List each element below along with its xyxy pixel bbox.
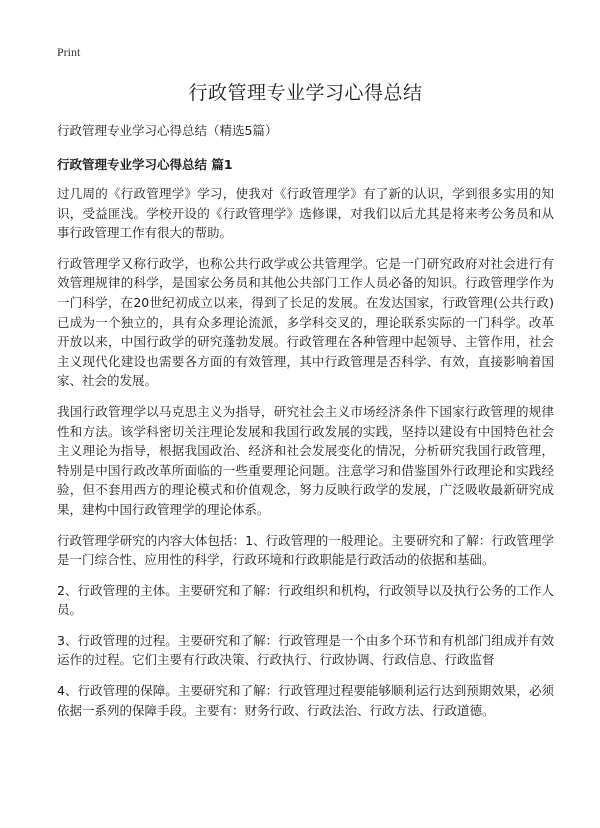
paragraph-3: 我国行政管理学以马克思主义为指导，研究社会主义市场经济条件下国家行政管理的规律性和方法。该学科密切关注理论发展和我国行政发展的实践，坚持以建设有中国特色社会主义理论为指导，根据我国政治、经济和社会发展变化的情况，分析研究我国行政管理，特别是中国行政改革所面临的一些重要理论问题。注意学习和借鉴国外行政理论和实践经验，但不套用西方的理论模式和价值观念，努力反映行政学的发展，广泛吸收最新研究成果，建构中国行政管理学的理论体系。	[57, 403, 554, 517]
paragraph-2: 行政管理学又称行政学，也称公共行政学或公共管理学。它是一门研究政府对社会进行有效管理规律的科学，是国家公务员和其他公共部门工作人员必备的知识。行政管理学作为一门科学，在20世纪初成立以来，得到了长足的发展。在发达国家，行政管理(公共行政)已成为一个独立的，具有众多理论流派，多学科交叉的，理论联系实际的一门科学。改革开放以来，中国行政学的研究蓬勃发展。行政管理在各种管理中起领导、主管作用，社会主义现代化建设也需要各方面的有效管理，其中行政管理是否科学、有效，直接影响着国家、社会的发展。	[57, 255, 554, 389]
section-heading: 行政管理专业学习心得总结 篇1	[57, 157, 233, 172]
paragraph-4: 行政管理学研究的内容大体包括：1、行政管理的一般理论。主要研究和了解：行政管理学是一门综合性、应用性的科学，行政环境和行政职能是行政活动的依据和基础。	[57, 532, 554, 568]
document-subtitle: 行政管理专业学习心得总结（精选5篇）	[57, 123, 278, 138]
paragraph-7: 4、行政管理的保障。主要研究和了解：行政管理过程要能够顺利运行达到预期效果，必须依据一系列的保障手段。主要有：财务行政、行政法治、行政方法、行政道德。	[57, 683, 554, 718]
document-title: 行政管理专业学习心得总结	[188, 82, 423, 104]
paragraph-1: 过几周的《行政管理学》学习，使我对《行政管理学》有了新的认识，学到很多实用的知识，受益匪浅。学校开设的《行政管理学》选修课，对我们以后尤其是将来考公务员和从事行政管理工作有很大的帮助。	[57, 186, 554, 241]
paragraph-6: 3、行政管理的过程。主要研究和了解：行政管理是一个由多个环节和有机部门组成并有效运作的过程。它们主要有行政决策、行政执行、行政协调、行政信息、行政监督	[57, 632, 554, 668]
print-label: Print	[57, 45, 81, 59]
paragraph-5: 2、行政管理的主体。主要研究和了解：行政组织和机构，行政领导以及执行公务的工作人员。	[57, 582, 554, 618]
